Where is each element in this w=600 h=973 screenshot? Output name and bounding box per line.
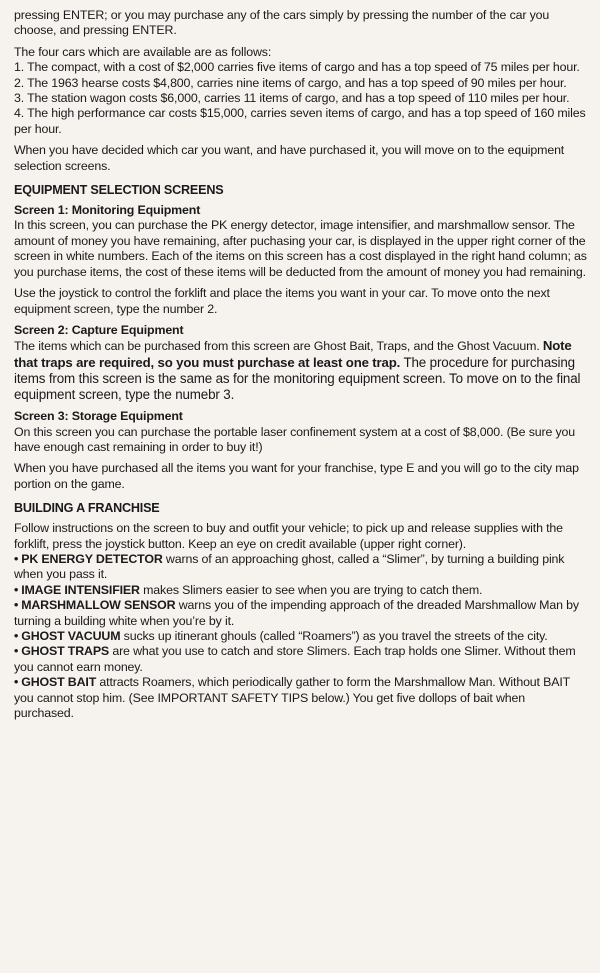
- car-list: [14, 60, 588, 137]
- screen3-text: On this screen you can purchase the portable laser confinement system at a cost of $8,000. (Be sure you have enough cast remaining in order to buy it!): [14, 424, 576, 454]
- list-item-text: attracts Roamers, which periodically gather to form the Marshmallow Man. Without BAIT you cannot stop him. (See IMPORTANT SAFETY TIPS below.) You get five dollops of bait when purchased.: [14, 675, 570, 721]
- equipment-list: [14, 552, 588, 721]
- screen2-title: Screen 2: Capture Equipment: [14, 322, 184, 337]
- screen1-title: Screen 1: Monitoring Equipment: [14, 203, 201, 218]
- list-item-text: are what you use to catch and store Slimers. Each trap holds one Slimer. Without them you cannot earn money.: [14, 644, 576, 674]
- list-item-term: GHOST BAIT: [21, 675, 97, 690]
- screen2-note: Note that traps are required, so you must purchase at least one trap.: [14, 338, 572, 370]
- screen2-text-start: The items which can be purchased from this screen are Ghost Bait, Traps, and the Ghost Vacuum.: [14, 339, 543, 354]
- car-item-3: 3. The station wagon costs $6,000, carries 11 items of cargo, and has a top speed of 110 miles per hour.: [14, 91, 570, 106]
- screen1-text2: Use the joystick to control the forklift and place the items you want in your car. To move onto the next equipment screen, type the number 2.: [14, 286, 550, 316]
- cars-heading: The four cars which are available are as follows:: [14, 44, 272, 59]
- list-item-term: GHOST TRAPS: [21, 644, 110, 659]
- screen3-text2: When you have purchased all the items you want for your franchise, type E and you will go to the city map portion on the game.: [14, 461, 579, 491]
- bullet-icon: •: [14, 675, 19, 690]
- screen1-text: In this screen, you can purchase the PK energy detector, image intensifier, and marshmallow sensor. The amount of money you have remaining, after puchasing your car, is displayed in the upper right corner of the screen in white numbers. Each of the items on this screen has a cost displayed in the right hand column; as you purchase items, the cost of these items will be deducted from the amount of money you had remaining.: [14, 218, 587, 279]
- bullet-icon: •: [14, 582, 19, 597]
- bullet-icon: •: [14, 629, 19, 643]
- list-item: [14, 598, 588, 629]
- list-item-term: MARSHMALLOW SENSOR: [21, 598, 176, 613]
- list-item-term: IMAGE INTENSIFIER: [21, 582, 140, 597]
- bullet-icon: •: [14, 598, 19, 613]
- after-purchase-paragraph: When you have decided which car you want, and have purchased it, you will move on to the equipment selection screens.: [14, 143, 565, 173]
- list-item-text: sucks up itinerant ghouls (called “Roamers”) as you travel the streets of the city.: [120, 629, 548, 643]
- bullet-icon: •: [14, 551, 19, 566]
- list-item-text: warns you of the impending approach of the dreaded Marshmallow Man by turning a building white when you’re by it.: [14, 598, 579, 628]
- list-item-text: warns of an approaching ghost, called a “Slimer”, by turning a building pink when you pass it.: [14, 551, 565, 582]
- franchise-heading: BUILDING A FRANCHISE: [14, 501, 160, 516]
- list-item: [14, 583, 588, 598]
- bullet-icon: •: [14, 644, 19, 659]
- car-item-1: 1. The compact, with a cost of $2,000 carries five items of cargo and has a top speed of 75 miles per hour.: [14, 60, 580, 75]
- list-item-term: PK ENERGY DETECTOR: [21, 551, 163, 566]
- list-item-text: makes Slimers easier to see when you are trying to catch them.: [139, 582, 483, 597]
- equipment-heading: EQUIPMENT SELECTION SCREENS: [14, 183, 224, 198]
- screen2-text: [14, 338, 588, 403]
- screen3-title: Screen 3: Storage Equipment: [14, 409, 183, 424]
- franchise-intro: Follow instructions on the screen to buy and outfit your vehicle; to pick up and release supplies with the forklift, press the joystick button. Keep an eye on credit available (upper right corner).: [14, 521, 563, 551]
- list-item: [14, 675, 588, 721]
- list-item: [14, 644, 588, 675]
- screen2-text-end: The procedure for purchasing items from this screen is the same as for the monitoring equipment screen. To move on to the final equipment screen, type the numebr 3.: [14, 354, 581, 402]
- continuation-paragraph: pressing ENTER; or you may purchase any of the cars simply by pressing the number of the car you choose, and pressing ENTER.: [14, 8, 550, 38]
- car-item-4: 4. The high performance car costs $15,000, carries seven items of cargo, and has a top speed of 160 miles per hour.: [14, 106, 586, 136]
- list-item-term: GHOST VACUUM: [21, 629, 121, 643]
- list-item: [14, 552, 588, 583]
- car-item-2: 2. The 1963 hearse costs $4,800, carries nine items of cargo, and has a top speed of 90 miles per hour.: [14, 75, 567, 90]
- list-item: [14, 629, 588, 644]
